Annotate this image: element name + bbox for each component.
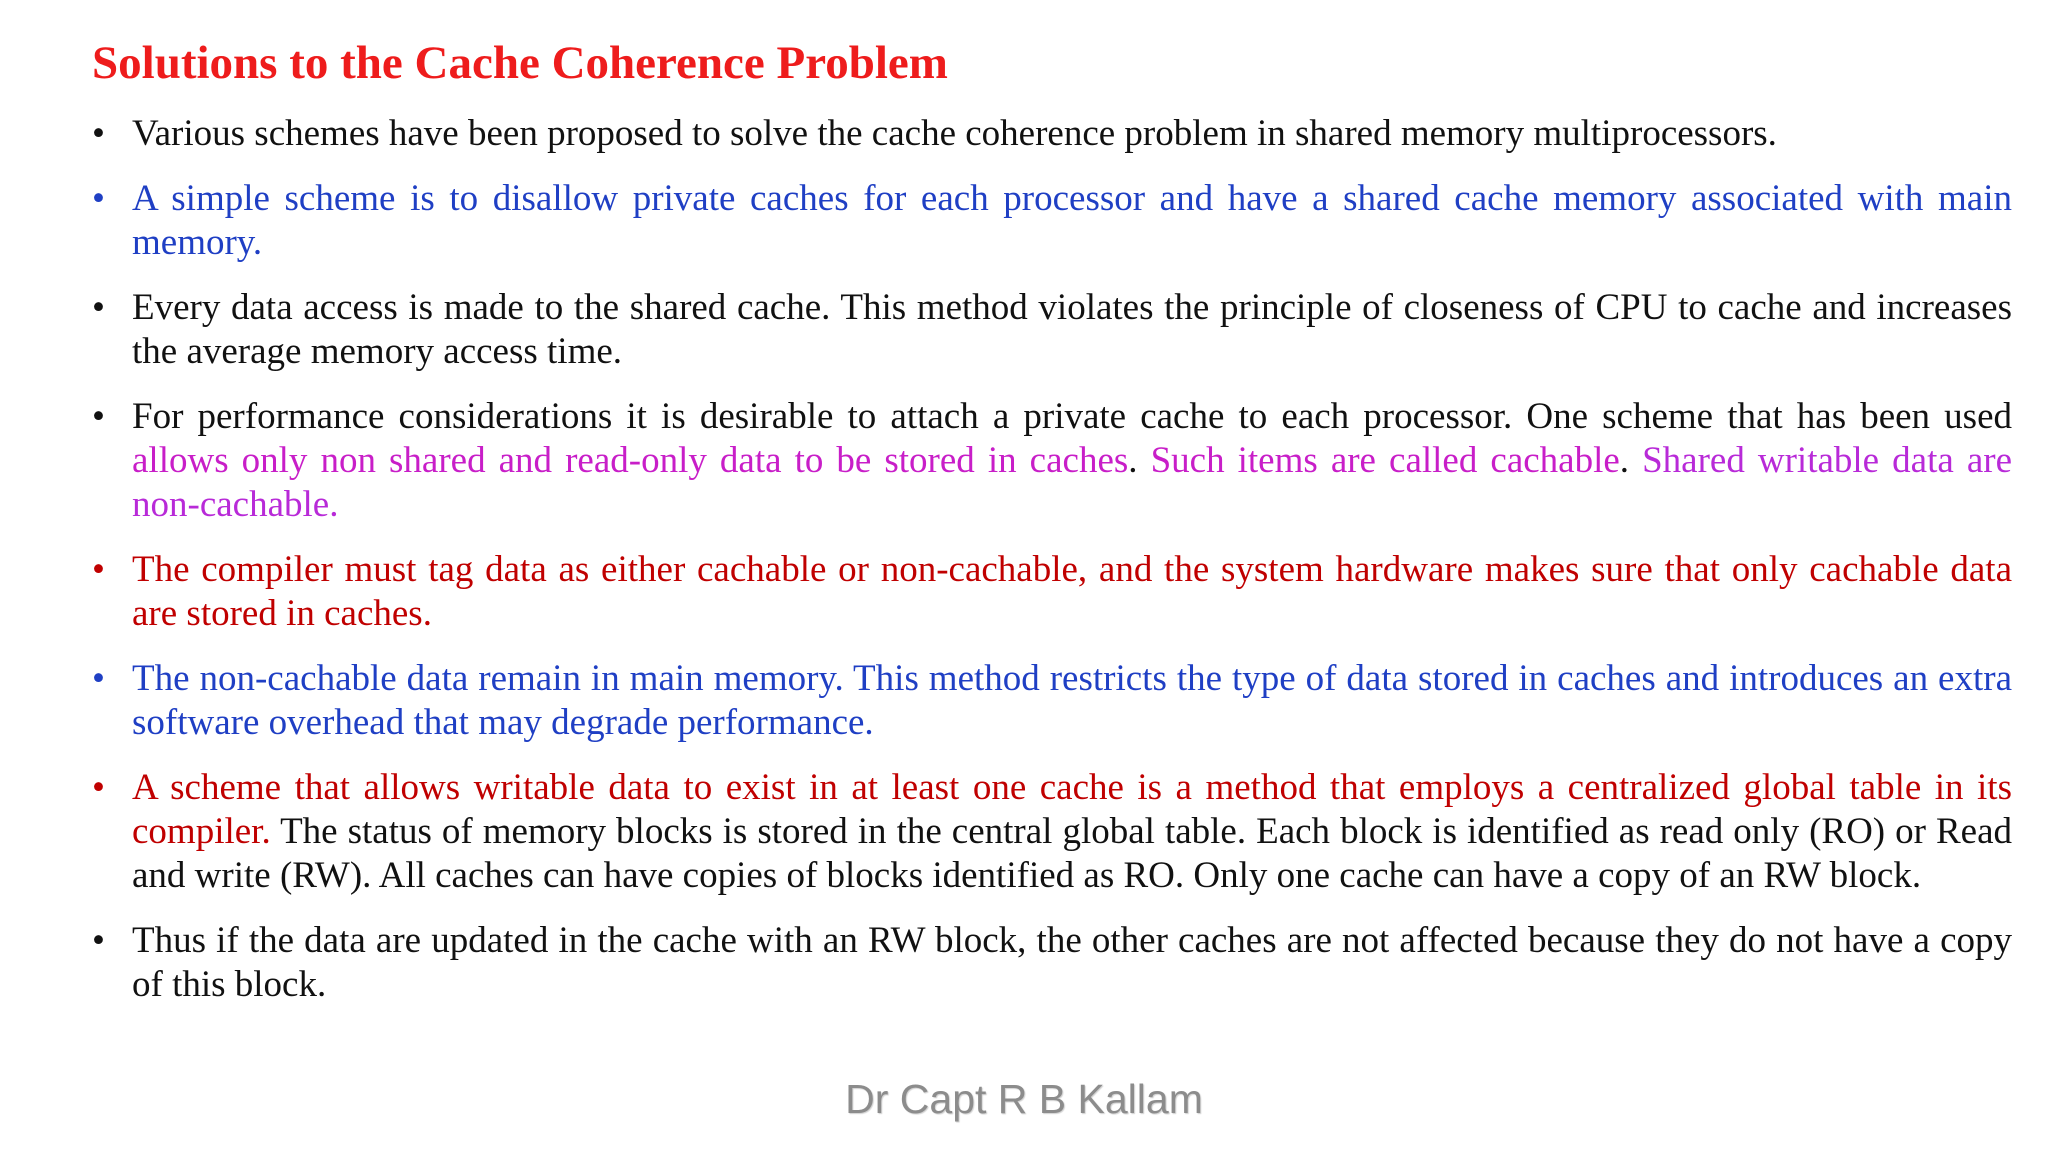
bullet-dot-icon: • — [92, 287, 105, 328]
bullet-text — [132, 658, 2012, 743]
bullet-item — [92, 286, 2012, 374]
bullet-segment: Various schemes have been proposed to solve the cache coherence problem in shared memory multiprocessors. — [132, 113, 1777, 154]
bullet-text — [132, 113, 1777, 154]
bullet-dot-icon: • — [92, 113, 105, 154]
bullet-segment: A simple scheme is to disallow private caches for each processor and have a shared cache memory associated with main memory. — [132, 178, 2012, 263]
bullet-text — [132, 178, 2012, 263]
bullet-item — [92, 177, 2012, 265]
bullet-dot-icon: • — [92, 767, 105, 808]
bullet-segment-highlight: A scheme that allows writable data to exist in at least one cache is a method that employs a centralized global table in its compiler. — [132, 767, 2012, 852]
bullet-segment-highlight: Such items are called cachable — [1150, 440, 1620, 481]
bullet-dot-icon: • — [92, 396, 105, 437]
bullet-item — [92, 657, 2012, 745]
bullet-item — [92, 766, 2012, 898]
bullet-segment: . — [1128, 440, 1151, 481]
bullet-text — [132, 767, 2012, 896]
bullet-item — [92, 548, 2012, 636]
bullet-dot-icon: • — [92, 178, 105, 219]
slide-title: Solutions to the Cache Coherence Problem — [92, 37, 948, 89]
bullet-segment: . — [1619, 440, 1643, 481]
bullet-segment: For performance considerations it is desirable to attach a private cache to each processor. One scheme that has been used — [132, 396, 2012, 437]
bullet-dot-icon: • — [92, 549, 105, 590]
bullet-text — [132, 287, 2012, 372]
bullet-segment: The status of memory blocks is stored in the central global table. Each block is identified as read only (RO) or Read and write (RW). All caches can have copies of blocks identified as RO. Only one cache can have a copy of an RW block. — [132, 811, 2012, 896]
bullet-segment-highlight: allows only non shared and read-only data to be stored in caches — [132, 440, 1129, 481]
author-footer: Dr Capt R B Kallam — [845, 1076, 1203, 1122]
bullet-dot-icon: • — [92, 920, 105, 961]
bullet-text — [132, 549, 2012, 634]
bullet-segment: Thus if the data are updated in the cache with an RW block, the other caches are not affected because they do not have a copy of this block. — [132, 920, 2012, 1005]
bullet-item — [92, 112, 2012, 156]
bullet-segment: The compiler must tag data as either cachable or non-cachable, and the system hardware makes sure that only cachable data are stored in caches. — [132, 549, 2012, 634]
bullet-segment-highlight: Shared writable data are non-cachable. — [132, 440, 2012, 525]
bullet-text — [132, 396, 2012, 525]
bullet-item — [92, 395, 2012, 527]
bullet-text — [132, 920, 2012, 1005]
bullet-dot-icon: • — [92, 658, 105, 699]
bullet-segment: The non-cachable data remain in main memory. This method restricts the type of data stored in caches and introduces an extra software overhead that may degrade performance. — [132, 658, 2012, 743]
bullet-list — [92, 112, 2012, 1028]
bullet-segment: Every data access is made to the shared cache. This method violates the principle of closeness of CPU to cache and increases the average memory access time. — [132, 287, 2012, 372]
bullet-item — [92, 919, 2012, 1007]
